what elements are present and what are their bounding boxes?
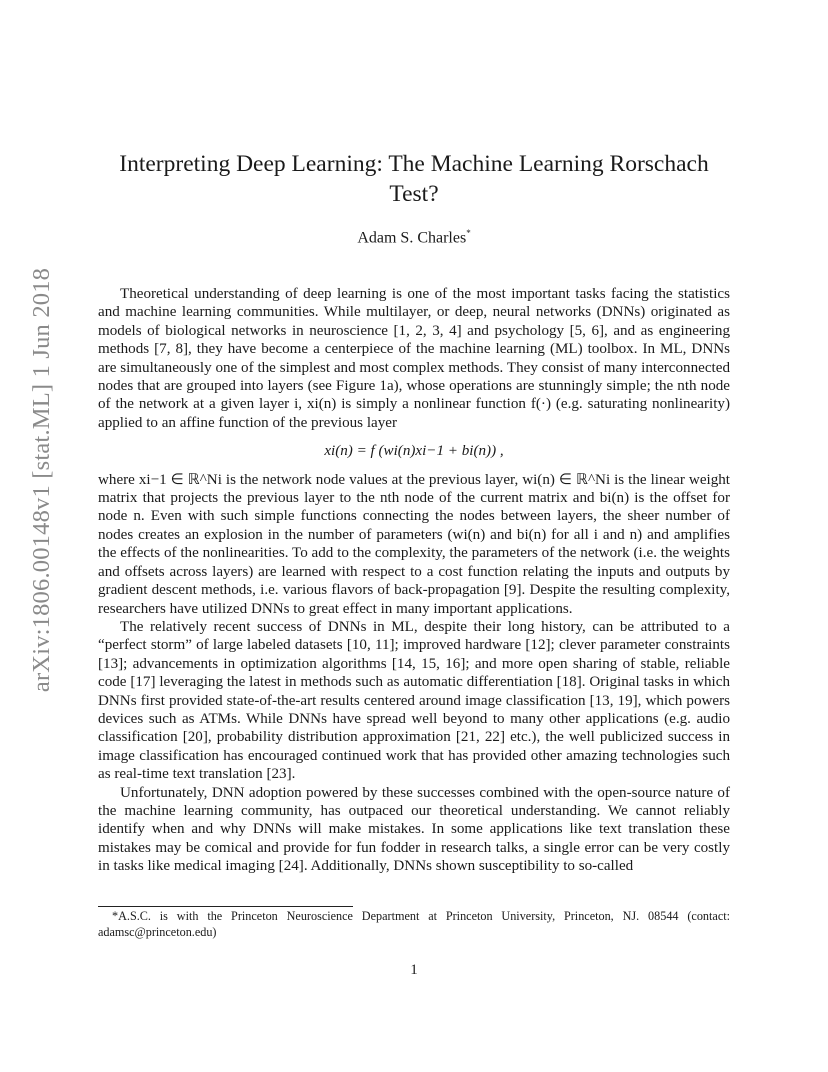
footnote-rule [98, 906, 353, 907]
paragraph-3: The relatively recent success of DNNs in ML, despite their long history, can be attributed to a “perfect storm” of large labeled datasets [10, 11]; improved hardware [12]; clever parameter constraints [13]; advancements in optimization algorithms [14, 15, 16]; and more open sharing of stable, reliable code [17] leveraging the latest in methods such as automatic differentiation [18]. Original tasks in which DNNs first provided state-of-the-art results centered around image classification [13, 19], which powers devices such as ATMs. While DNNs have spread well beyond to many other applications (e.g. audio classification [20], probability distribution approximation [21, 22] etc.), the well publicized success in image classification has encouraged continued work that has provided other amazing technologies such as real-time text translation [23]. [98, 618, 730, 783]
paper-title: Interpreting Deep Learning: The Machine Learning Rorschach Test? [119, 151, 709, 207]
author-name: Adam S. Charles [357, 229, 467, 247]
main-body-text [98, 285, 730, 876]
page-number: 1 [410, 962, 418, 978]
equation-layer: xi(n) = f (wi(n)xi−1 + bi(n)) , [324, 443, 504, 460]
paragraph-4: Unfortunately, DNN adoption powered by these successes combined with the open-source nature of the machine learning community, has outpaced our theoretical understanding. We cannot reliably identify when and why DNNs will make mistakes. In some applications like text translation these mistakes may be comical and provide for fun fodder in research talks, a single error can be very costly in tasks like medical imaging [24]. Additionally, DNNs shown susceptibility to so-called [98, 784, 730, 875]
author-line [98, 228, 730, 247]
paragraph-2: where xi−1 ∈ ℝ^Ni is the network node values at the previous layer, wi(n) ∈ ℝ^Ni is the linear weight matrix that projects the previous layer to the nth node of the current matrix and bi(n) is the offset for node n. Even with such simple functions connecting the nodes between layers, the sheer number of nodes creates an explosion in the number of parameters (wi(n) and bi(n) for all i and n) and amplifies the effects of the nonlinearities. To add to the complexity, the parameters of the network (i.e. the weights and offsets across layers) are learned with respect to a cost function relating the inputs and outputs by gradient descent methods, i.e. various flavors of back-propagation [9]. Despite the resulting complexity, researchers have utilized DNNs to great effect in many important applications. [98, 471, 730, 617]
author-footnote-mark: * [466, 228, 471, 238]
paragraph-1: Theoretical understanding of deep learning is one of the most important tasks facing the statistics and machine learning communities. While multilayer, or deep, neural networks (DNNs) originated as models of biological networks in neuroscience [1, 2, 3, 4] and psychology [5, 6], and as engineering methods [7, 8], they have become a centerpiece of the machine learning (ML) toolbox. In ML, DNNs are simultaneously one of the simplest and most complex methods. They consist of many interconnected nodes that are grouped into layers (see Figure 1a), whose operations are stunningly simple; the nth node of the network at a given layer i, xi(n) is simply a nonlinear function f(·) (e.g. saturating nonlinearity) applied to an affine function of the previous layer [98, 286, 730, 431]
arxiv-identifier: arXiv:1806.00148v1 [stat.ML] 1 Jun 2018 [28, 267, 55, 693]
arxiv-sidebar-stamp [20, 267, 64, 693]
author-footnote: *A.S.C. is with the Princeton Neuroscience Department at Princeton University, Princeton, NJ. 08544 (contact: adamsc@princeton.edu) [98, 909, 730, 939]
